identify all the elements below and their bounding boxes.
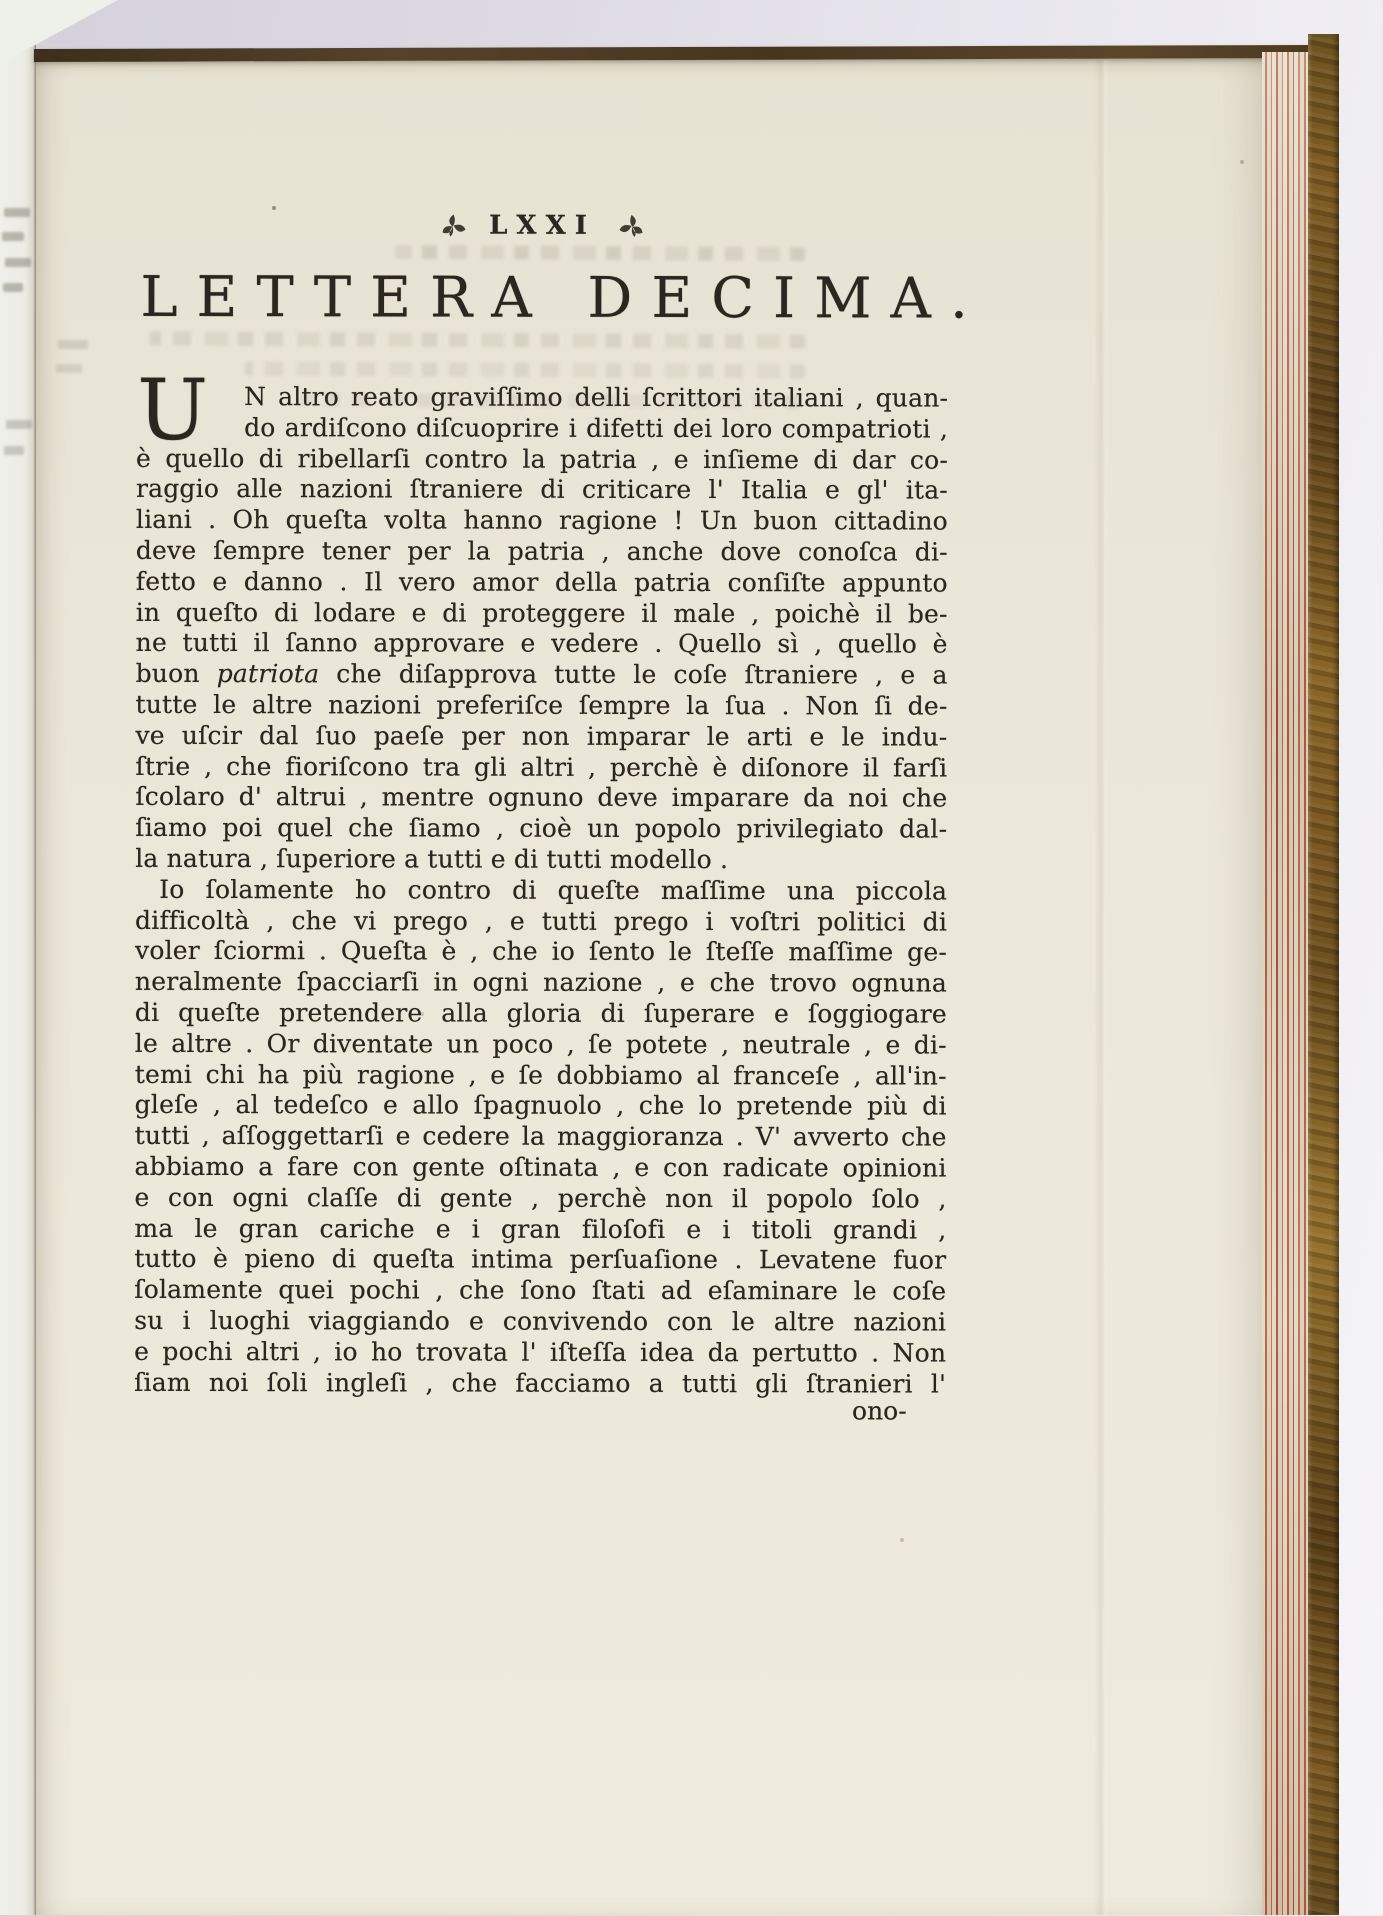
text-line: temi chi ha più ragione , e ſe dobbiamo al franceſe , all'in- (134, 1059, 947, 1091)
running-head (136, 205, 948, 247)
text-line: e pochi altri , io ho trovata l' iſteſſa idea da pertutto . Non (134, 1336, 947, 1368)
text-line: ſiam noi ſoli ingleſi , che facciamo a tutti gli ſtranieri l' (134, 1367, 947, 1399)
text-line: ve uſcir dal ſuo paeſe per non imparar le arti e le indu- (135, 720, 948, 752)
text-line: difficoltà , che vi prego , e tutti prego i voſtri politici di (135, 905, 948, 937)
text-line: abbiamo a fare con gente oſtinata , e con radicate opinioni (134, 1151, 947, 1183)
chapter-title: LETTERA DECIMA. (140, 264, 987, 332)
text-line: ne tutti il ſanno approvare e vedere . Quello sì , quello è (135, 628, 948, 659)
page-number: LXXI (489, 210, 596, 241)
fleuron-left-icon (439, 212, 469, 238)
text-line: buon patriota che diſapprova tutte le coſe ſtraniere , e a (135, 659, 948, 690)
text-line: le altre . Or diventate un poco , ſe potete , neutrale , e di- (134, 1028, 947, 1060)
text-line: è quello di ribellarſi contro la patria , e inſieme di dar co- (136, 443, 949, 475)
text-line: di queſte pretendere alla gloria di ſuperare e ſoggiogare (134, 997, 947, 1029)
text-line: deve ſempre tener per la patria , anche dove conoſca di- (135, 535, 948, 567)
text-line: ſiamo poi quel che ſiamo , cioè un popolo privilegiato dal- (135, 812, 948, 844)
text-line: tutti , aſſoggettarſi e cedere la maggioranza . V' avverto che (134, 1120, 947, 1152)
body-lines (134, 382, 948, 1400)
text-line: raggio alle nazioni ſtraniere di criticare l' Italia e gl' ita- (135, 474, 949, 505)
body-text-column (134, 360, 949, 1400)
text-line: neralmente ſpacciarſi in ogni nazione , e che trovo ognuna (134, 966, 947, 998)
text-line: su i luoghi viaggiando e convivendo con le altre nazioni (134, 1305, 947, 1337)
text-line: in queſto di lodare e di proteggere il male , poichè il be- (135, 597, 948, 629)
text-line: e con ogni claſſe di gente , perchè non il popolo ſolo , (134, 1182, 947, 1214)
text-line: ſolamente quei pochi , che ſono ſtati ad eſaminare le coſe (134, 1274, 947, 1306)
text-line: Io ſolamente ho contro di queſte maſſime una piccola (159, 874, 948, 906)
catchword: ono- (852, 1396, 907, 1426)
text-line: tutto è pieno di queſta intima perſuaſione . Levatene fuor (134, 1244, 947, 1275)
text-line: tutte le altre nazioni preferiſce ſempre la ſua . Non ſi de- (135, 689, 948, 721)
text-line: ſcolaro d' altrui , mentre ognuno deve imparare da noi che (135, 782, 948, 813)
text-line: la natura , ſuperiore a tutti e di tutti modello . (135, 843, 729, 875)
text-line: do ardiſcono diſcuoprire i difetti dei loro compatrioti , (244, 412, 949, 444)
text-line: N altro reato graviſſimo delli ſcrittori italiani , quan- (244, 382, 949, 413)
text-line: gleſe , al tedeſco e allo ſpagnuolo , che lo pretende più di (134, 1090, 947, 1121)
dropcap-initial: U (137, 360, 209, 459)
text-line: ſtrie , che fioriſcono tra gli altri , perchè è diſonore il farſi (135, 751, 948, 783)
text-line: ma le gran cariche e i gran filoſofi e i titoli grandi , (134, 1213, 947, 1245)
fleuron-right-icon (616, 213, 646, 239)
text-line: fetto e danno . Il vero amor della patria conſiſte appunto (135, 566, 948, 598)
text-line: liani . Oh queſta volta hanno ragione ! Un buon cittadino (135, 505, 948, 536)
text-line: voler ſciormi . Queſta è , che io ſento le ſteſſe maſſime ge- (134, 936, 948, 967)
